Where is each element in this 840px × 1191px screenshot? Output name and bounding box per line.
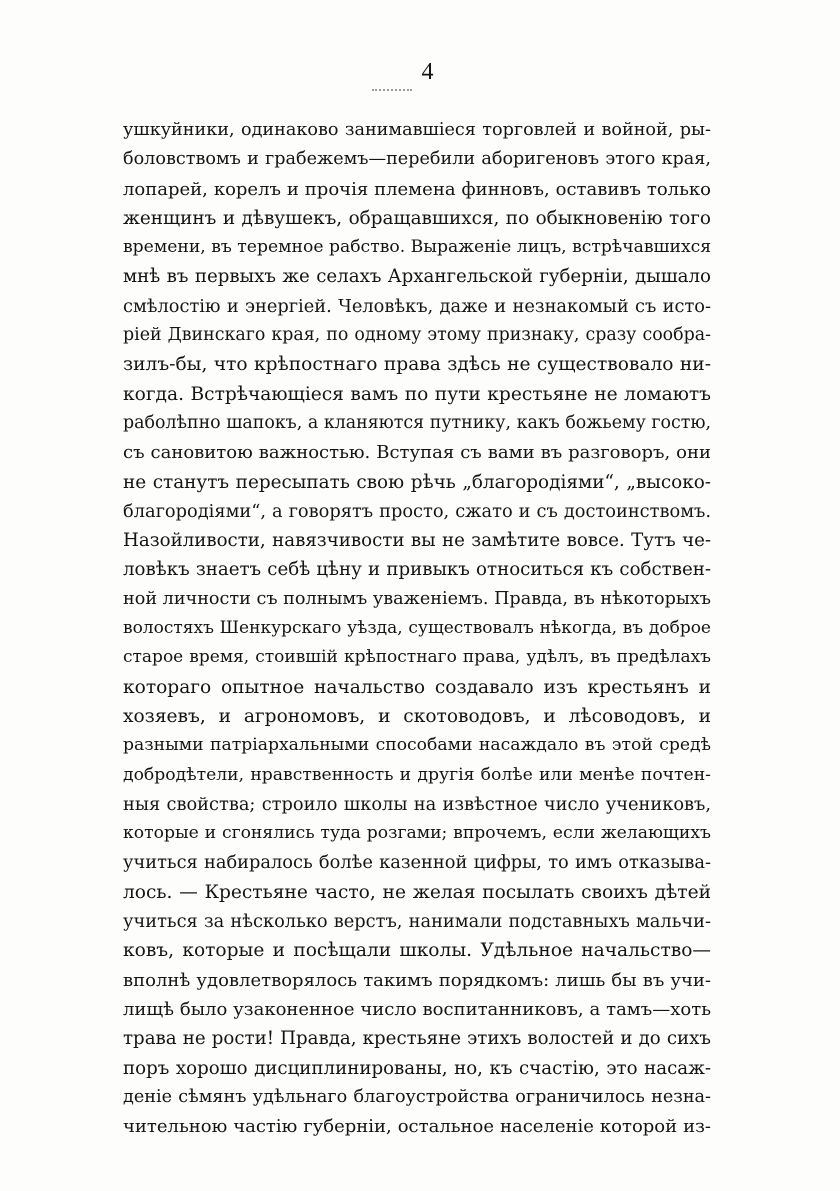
text-line: учиться набиралось болѣе казенной цифры, то имъ отказыва- [123, 852, 711, 874]
text-line: вполнѣ удовлетворялось такимъ порядкомъ: лишь бы въ учи- [123, 969, 711, 991]
text-line: Назойливости, навязчивости вы не замѣтите вовсе. Тутъ че- [123, 530, 711, 552]
text-line: котораго опытное начальство создавало изъ крестьянъ и [123, 676, 711, 698]
text-line: поръ хорошо дисциплинированы, но, къ счастію, это насаж- [123, 1057, 711, 1079]
text-line: которые и сгонялись туда розгами; впрочемъ, если желающихъ [123, 823, 711, 844]
text-line: съ сановитою важностью. Вступая съ вами въ разговоръ, они [123, 442, 711, 464]
text-line: ковъ, которые и посѣщали школы. Удѣльное начальство— [123, 940, 711, 962]
text-line: учиться за нѣсколько верстъ, нанимали подставныхъ мальчи- [123, 911, 711, 933]
text-line: хозяевъ, и агрономовъ, и скотоводовъ, и лѣсоводовъ, и [123, 705, 711, 727]
page-number: 4 [421, 59, 434, 85]
text-line: мнѣ въ первыхъ же селахъ Архангельской губерніи, дышало [123, 266, 711, 288]
text-line: ной личности съ полнымъ уваженіемъ. Правда, въ нѣкоторыхъ [123, 588, 711, 609]
text-line: смѣлостію и энергіей. Человѣкъ, даже и незнакомый съ исто- [123, 295, 711, 317]
text-line: трава не рости! Правда, крестьяне этихъ волостей и до сихъ [123, 1028, 711, 1050]
body-text [123, 116, 711, 1141]
text-line: волостяхъ Шенкурскаго уѣзда, существовалъ нѣкогда, въ доброе [123, 618, 711, 639]
text-line: не станутъ пересыпать свою рѣчь „благородіями“, „высоко- [123, 471, 711, 493]
text-line: лопарей, корелъ и прочія племена финновъ, оставивъ только [123, 178, 711, 200]
text-line: разными патріархальными способами насаждало въ этой средѣ [123, 735, 711, 756]
text-line: зилъ-бы, что крѣпостнаго права здѣсь не существовало ни- [123, 354, 711, 376]
text-line: старое время, стоившій крѣпостнаго права, удѣлъ, въ предѣлахъ [123, 647, 711, 668]
text-line: ушкуйники, одинаково занимавшіеся торговлей и войной, ры- [123, 120, 711, 140]
text-line: ныя свойства; строило школы на извѣстное число учениковъ, [123, 793, 711, 815]
text-line: боловствомъ и грабежемъ—перебили аборигеновъ этого края, [123, 149, 711, 170]
text-line: лищѣ было узаконенное число воспитанниковъ, а тамъ—хоть [123, 998, 711, 1020]
text-line: лось. — Крестьяне часто, не желая посылать своихъ дѣтей [123, 881, 711, 903]
text-line: времени, въ теремное рабство. Выраженіе лицъ, встрѣчавшихся [123, 237, 711, 258]
text-line: чительною частію губерніи, остальное населеніе которой из- [123, 1116, 711, 1138]
text-line: добродѣтели, нравственность и другія болѣе или менѣе почтен- [123, 764, 711, 785]
text-line: деніе сѣмянъ удѣльнаго благоустройства ограничилось незна- [123, 1086, 711, 1107]
text-line: раболѣпно шапокъ, а кланяются путнику, какъ божьему гостю, [123, 412, 711, 433]
text-line: ріей Двинскаго края, по одному этому признаку, сразу сообра- [123, 325, 711, 346]
text-line: когда. Встрѣчающіеся вамъ по пути крестьяне не ломаютъ [123, 383, 711, 405]
text-line: ловѣкъ знаетъ себѣ цѣну и привыкъ относиться къ собствен- [123, 559, 711, 581]
page-number-rule [372, 89, 412, 91]
text-line: женщинъ и дѣвушекъ, обращавшихся, по обыкновенію того [123, 207, 711, 229]
text-line: благородіями“, а говорятъ просто, сжато и съ достоинствомъ. [123, 500, 711, 522]
